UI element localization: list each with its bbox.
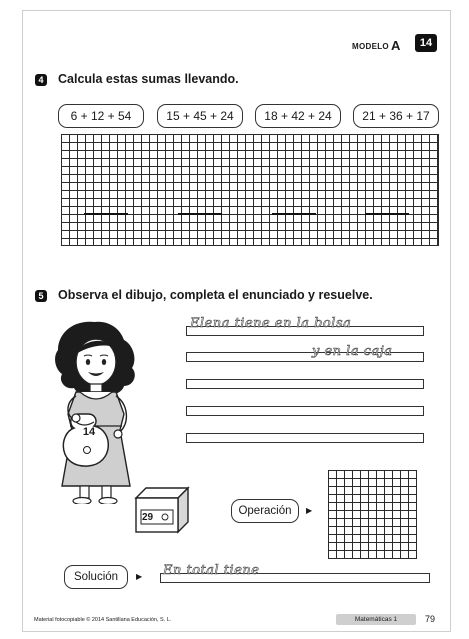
page-number-badge: 14 bbox=[415, 34, 437, 52]
sum-line-1 bbox=[84, 213, 128, 215]
girl-with-bag-illustration bbox=[32, 318, 166, 504]
statement-line-4[interactable] bbox=[186, 406, 424, 416]
modelo-label: MODELO bbox=[352, 42, 389, 51]
statement-text-2: y en la caja bbox=[312, 344, 393, 359]
sum-box-3: 18 + 42 + 24 bbox=[255, 104, 341, 128]
copyright-notice: Material fotocopiable © 2014 Santillana Educación, S. L. bbox=[34, 617, 172, 623]
box-number: 29 bbox=[142, 512, 154, 523]
sum-box-1: 6 + 12 + 54 bbox=[58, 104, 144, 128]
exercise-4-title: Calcula estas sumas llevando. bbox=[58, 72, 239, 86]
sum-box-2: 15 + 45 + 24 bbox=[157, 104, 243, 128]
statement-line-3[interactable] bbox=[186, 379, 424, 389]
solution-arrow-icon: ▶ bbox=[136, 572, 143, 581]
statement-line-5[interactable] bbox=[186, 433, 424, 443]
footer-page-number: 79 bbox=[425, 614, 436, 624]
sum-box-4: 21 + 36 + 17 bbox=[353, 104, 439, 128]
operation-label: Operación bbox=[231, 499, 299, 523]
modelo-letter: A bbox=[391, 38, 401, 53]
exercise-4-number: 4 bbox=[35, 74, 47, 86]
operation-grid[interactable] bbox=[328, 470, 417, 559]
subject-tab: Matemáticas 1 bbox=[336, 614, 416, 625]
sum-line-2 bbox=[178, 213, 222, 215]
sum-line-4 bbox=[365, 213, 409, 215]
box-illustration bbox=[132, 484, 192, 534]
exercise-5-title: Observa el dibujo, completa el enunciado y resuelve. bbox=[58, 288, 373, 302]
answer-grid[interactable] bbox=[61, 134, 439, 246]
sum-line-3 bbox=[272, 213, 316, 215]
operation-arrow-icon: ▶ bbox=[306, 506, 313, 515]
solution-prompt: En total tiene bbox=[163, 563, 260, 578]
exercise-5-number: 5 bbox=[35, 290, 47, 302]
statement-text-1: Elena tiene en la bolsa bbox=[190, 316, 352, 331]
bag-number: 14 bbox=[82, 426, 96, 438]
solution-label: Solución bbox=[64, 565, 128, 589]
